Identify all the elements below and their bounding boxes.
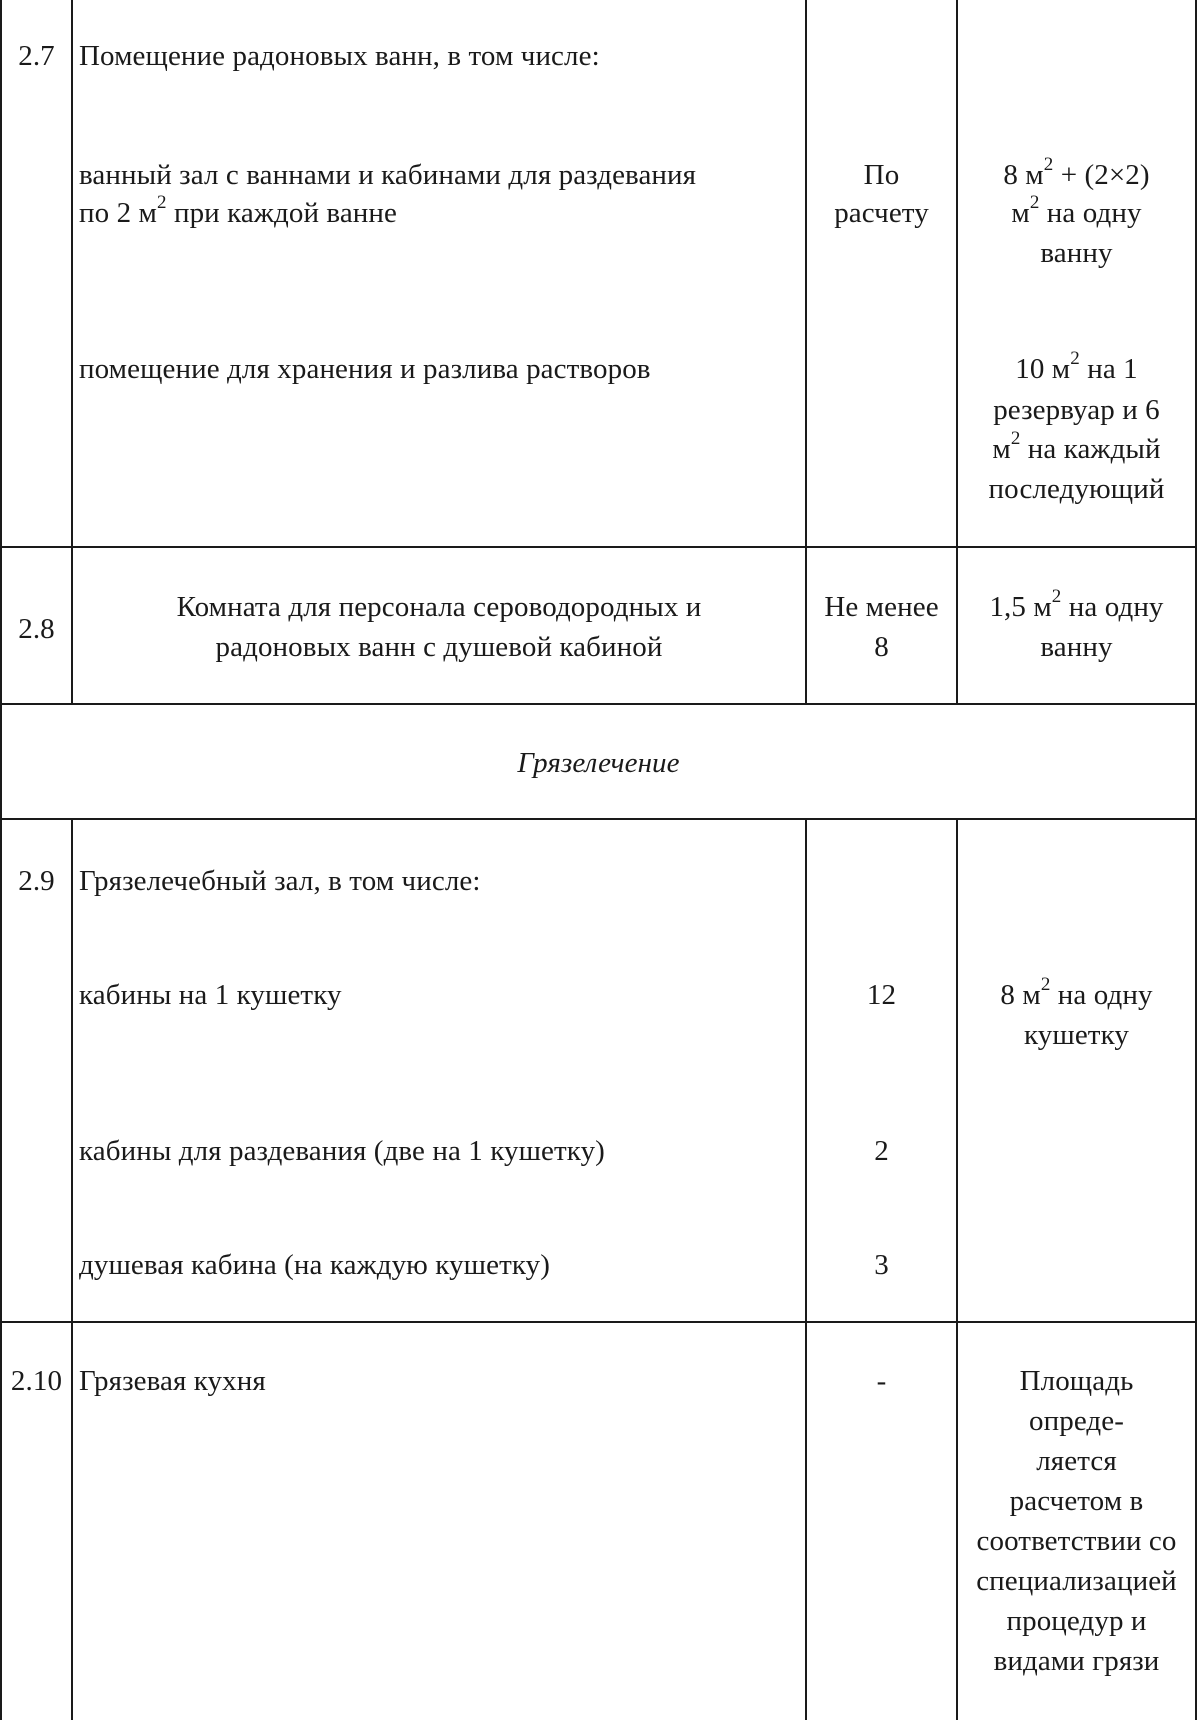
item-name: ванный зал с ваннами и кабинами для раздевания bbox=[79, 159, 697, 191]
table-right-border bbox=[1195, 0, 1197, 1720]
row-area-line: процедур и bbox=[1006, 1605, 1147, 1637]
item-name: кабины для раздевания (две на 1 кушетку) bbox=[79, 1135, 605, 1167]
row-area-line: специализацией bbox=[976, 1565, 1177, 1597]
row-area-line: соответствии со bbox=[976, 1525, 1177, 1557]
row-name: Комната для персонала сероводородных и bbox=[176, 591, 702, 623]
col-divider-name bbox=[805, 0, 807, 546]
row-area-line: расчетом в bbox=[1009, 1485, 1144, 1517]
item-name: по 2 $м^2$ при каждой ванне bbox=[79, 192, 398, 229]
row-area-line: Площадь bbox=[1019, 1365, 1134, 1397]
item-count: По bbox=[863, 159, 900, 191]
row-count: - bbox=[876, 1365, 887, 1397]
row-title: Грязелечебный зал, в том числе: bbox=[79, 865, 481, 897]
section-heading: Грязелечение bbox=[517, 747, 680, 779]
item-count: 12 bbox=[866, 979, 897, 1011]
item-area: 8 $м^2$ на одну bbox=[1000, 974, 1153, 1011]
item-area: 8 $м^2 + (2\times 2)$ bbox=[1003, 154, 1150, 191]
row-count: 8 bbox=[874, 631, 889, 663]
row-area-line: видами грязи bbox=[993, 1645, 1160, 1677]
row-divider-2-9 bbox=[0, 1321, 1197, 1323]
item-name: помещение для хранения и разлива растворов bbox=[79, 353, 651, 385]
item-count: 2 bbox=[874, 1135, 889, 1167]
row-number: 2.8 bbox=[18, 613, 55, 645]
row-number: 2.7 bbox=[18, 40, 55, 72]
row-divider-section bbox=[0, 818, 1197, 820]
row-count: Не менее bbox=[824, 591, 939, 623]
item-name: душевая кабина (на каждую кушетку) bbox=[79, 1249, 550, 1281]
item-area: кушетку bbox=[1024, 1019, 1129, 1051]
item-area: последующий bbox=[988, 473, 1165, 505]
item-area: ванну bbox=[1040, 237, 1113, 269]
row-area: 1,5 $м^2$ на одну bbox=[989, 586, 1164, 623]
row-name: радоновых ванн с душевой кабиной bbox=[215, 631, 663, 663]
row-number: 2.9 bbox=[18, 865, 55, 897]
col-divider-num bbox=[71, 0, 73, 546]
item-area: $м^2$ на каждый bbox=[992, 428, 1161, 465]
item-count: расчету bbox=[834, 197, 929, 229]
item-name: кабины на 1 кушетку bbox=[79, 979, 342, 1011]
item-count: 3 bbox=[874, 1249, 889, 1281]
row-area: ванну bbox=[1040, 631, 1113, 663]
row-divider-2-7 bbox=[0, 546, 1197, 548]
row-divider-2-8 bbox=[0, 703, 1197, 705]
item-area: $м^2$ на одну bbox=[1011, 192, 1142, 229]
row-area-line: ляется bbox=[1036, 1445, 1117, 1477]
item-area: резервуар и 6 bbox=[993, 394, 1160, 426]
row-area-line: опреде- bbox=[1029, 1405, 1124, 1437]
row-number: 2.10 bbox=[10, 1365, 63, 1397]
row-title: Помещение радоновых ванн, в том числе: bbox=[79, 40, 600, 72]
table-left-border bbox=[0, 0, 2, 1720]
row-name: Грязевая кухня bbox=[79, 1365, 266, 1397]
item-area: 10 $м^2$ на 1 bbox=[1015, 348, 1138, 385]
col-divider-num bbox=[71, 818, 73, 1720]
